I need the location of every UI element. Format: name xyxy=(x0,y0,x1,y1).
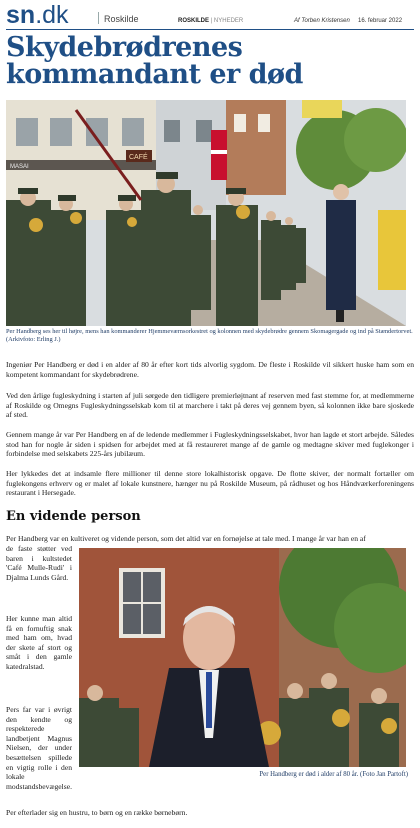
publish-date: 16. februar 2022 xyxy=(358,18,403,24)
narrow-paragraph-2: Her kunne man altid få en fornuftig snak med ham om, hvad der skete af stort og småt i den gamle katedralstad. xyxy=(6,614,72,671)
paragraph-final: Per efterlader sig en hustru, to børn og en række børnebørn. xyxy=(6,808,188,817)
sn-logo[interactable]: sn.dk xyxy=(6,1,69,29)
portrait-photo-illustration xyxy=(79,548,406,767)
header-rule xyxy=(6,29,414,30)
section-breadcrumb[interactable]: ROSKILDE | NYHEDER xyxy=(178,18,244,24)
site-header xyxy=(0,0,420,32)
author-byline: Af Torben Kristensen xyxy=(294,18,350,24)
hero-photo-illustration xyxy=(6,100,406,326)
paragraph-1: Ingeniør Per Handberg er død i en alder af 80 år efter kort tids alvorlig sygdom. De fleste i Roskilde vil sikkert huske ham som en kompetent kommandant for skydebrødrene. xyxy=(6,360,414,379)
narrow-paragraph-3: Pers far var i øvrigt den kendte og respekterede landbetjent Magnus Nielsen, der under besættelsen spillede en vigtig rolle i den lokale modstandsbevægelse. xyxy=(6,705,73,791)
logo-divider xyxy=(98,12,99,24)
hero-photo-parade xyxy=(6,100,406,326)
hero-caption: Per Handberg ses her til højre, mens han kommanderer Hjemmeværnsorkestret og kolonnen med skydebrødre gennem Skomagergade og ind på Stændertorvet. (Arkivfoto: Erling J.) xyxy=(6,328,413,343)
logo-section-label: Roskilde xyxy=(104,14,139,24)
shop-sign: MASAI xyxy=(10,164,29,170)
portrait-caption: Per Handberg er død i alder af 80 år. (Foto Jan Partoft) xyxy=(259,771,408,778)
portrait-photo xyxy=(79,548,406,767)
section-subheading: En vidende person xyxy=(6,509,141,524)
cafe-sign: CAFÉ xyxy=(129,154,148,161)
article-headline: Skydebrødrenes kommandant er død xyxy=(6,32,303,90)
paragraph-5-start: Per Handberg var en kultiveret og vidende person, som det altid var en fornøjelse at tale med. I mange år var han en af xyxy=(6,534,366,543)
narrow-paragraph-1: de faste støtter ved baren i kultstedet 'Café Mulle-Rudi' i Djalma Lunds Gård. xyxy=(6,544,72,582)
paragraph-4: Her lykkedes det at indsamle flere millioner til denne store lokalhistorisk opgave. De flotte skiver, der normalt fortæller om fuglekongens erhverv og er malet af lokale kunstnere, hænger nu på Roskilde Museum, på rådhuset og hos Håndværkerforeningens restaurant i Hersegade. xyxy=(6,469,414,498)
paragraph-2: Ved den årlige fugleskydning i starten af juli sørgede den tidligere premierløjtnant af reserven med fast stemme for, at medlemmerne af Roskilde og Omegns Fugleskydningsselskab kom til at marchere i takt på deres vej gennem byen, så kolonnen ikke bare sjoskede af sted. xyxy=(6,391,414,420)
paragraph-3: Gennem mange år var Per Handberg en af de ledende medlemmer i Fugleskydningsselskabet, hvor han lagde et stort arbejde. Således stod han for nogle år siden i spidsen for arbejdet med at få restaureret mange af de gamle og medtagne skiver med fuglekonger i forbindelse med selskabets 225-års jubilæum. xyxy=(6,430,414,459)
